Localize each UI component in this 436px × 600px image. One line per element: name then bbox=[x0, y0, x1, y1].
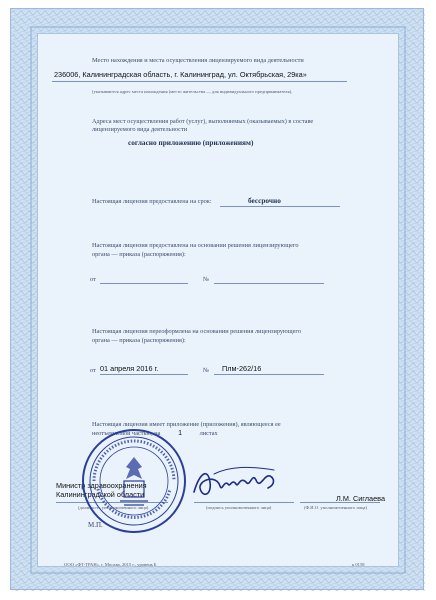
reissue-from-label: от bbox=[90, 367, 96, 374]
caption-name: (Ф.И.О. уполномоченного лица) bbox=[304, 505, 367, 510]
works-value: согласно приложению (приложениям) bbox=[128, 138, 254, 147]
reissue-num: Плм-262/16 bbox=[222, 364, 262, 373]
official-seal bbox=[80, 427, 188, 535]
basis-date-underline bbox=[100, 283, 188, 284]
stamp-place-label: М.П. bbox=[88, 521, 103, 529]
annex-line2-b: листах bbox=[199, 430, 218, 437]
reissue-date-underline bbox=[100, 374, 188, 375]
signer-name: Л.М. Сиглаева bbox=[336, 494, 386, 503]
name-underline bbox=[300, 502, 380, 503]
works-heading-line1: Адреса мест осуществления работ (услуг), выполняемых (оказываемых) в составе bbox=[92, 118, 314, 125]
basis-line1: Настоящая лицензия предоставлена на основании решения лицензирующего bbox=[92, 242, 299, 249]
reissue-line1: Настоящая лицензия переоформлена на основании решения лицензирующего bbox=[92, 328, 301, 335]
term-value: бессрочно bbox=[248, 196, 281, 205]
basis-num-underline bbox=[214, 283, 324, 284]
official-position-line2: Калининградской области bbox=[56, 490, 145, 499]
address-value: 236006, Калининградская область, г. Калининград, ул. Октябрьская, 29ка» bbox=[54, 70, 307, 79]
annex-line1: Настоящая лицензия имеет приложение (приложения), являющееся ее bbox=[92, 421, 281, 428]
official-position-line1: Министр здравоохранения bbox=[56, 481, 147, 490]
works-heading-line2: лицензируемого вида деятельности bbox=[92, 126, 188, 133]
basis-from-label: от bbox=[90, 276, 96, 283]
term-underline bbox=[220, 206, 340, 207]
annex-count: 1 bbox=[178, 430, 182, 437]
reissue-line2: органа — приказа (распоряжения): bbox=[92, 337, 186, 344]
address-caption: (указываются адрес места нахождения (место жительства — для индивидуального предпринимателя), bbox=[92, 89, 293, 94]
caption-position: (должность уполномоченного лица) bbox=[78, 505, 149, 510]
address-underline bbox=[52, 81, 347, 82]
footer-printer: ООО «ФТ-ТРАН», г. Москва, 2015 г., уровень Б bbox=[64, 562, 157, 567]
term-label: Настоящая лицензия предоставлена на срок: bbox=[92, 198, 212, 205]
reissue-num-label: № bbox=[203, 367, 210, 374]
footer-form-number: к 0158 bbox=[352, 562, 365, 567]
basis-num-label: № bbox=[203, 276, 210, 283]
location-heading: Место нахождения и места осуществления лицензируемого вида деятельности bbox=[92, 57, 304, 64]
annex-line2-a: неотъемлемой частью, на bbox=[92, 430, 161, 437]
basis-line2: органа — приказа (распоряжения): bbox=[92, 251, 186, 258]
handwritten-signature bbox=[190, 462, 280, 504]
caption-signature: (подпись уполномоченного лица) bbox=[206, 505, 272, 510]
reissue-num-underline bbox=[214, 374, 324, 375]
reissue-date: 01 апреля 2016 г. bbox=[100, 364, 159, 373]
